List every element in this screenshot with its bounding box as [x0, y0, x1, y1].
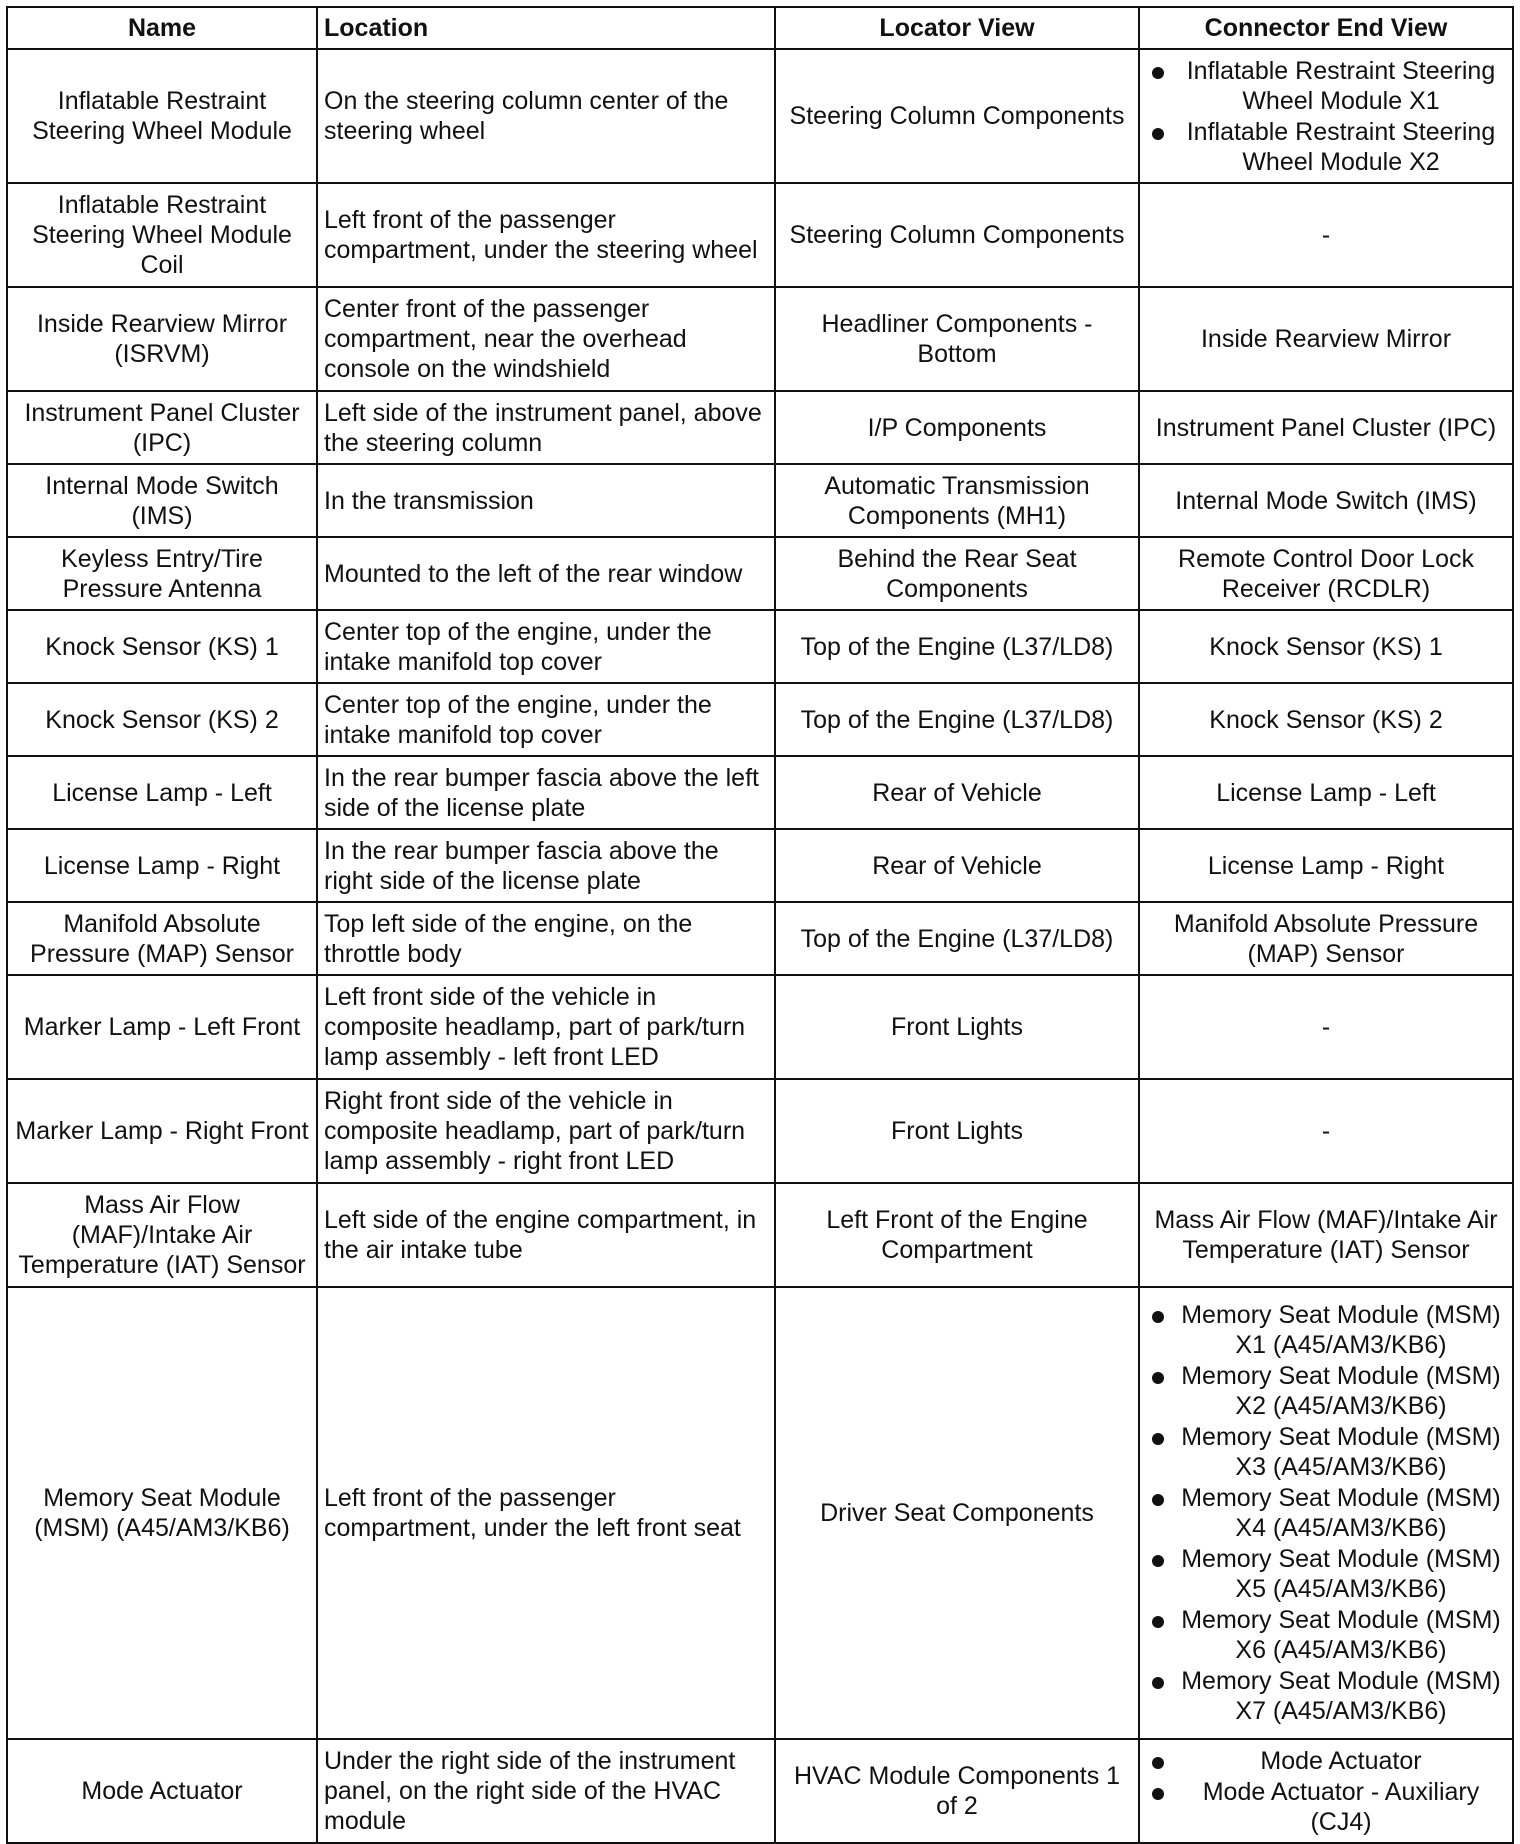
cell-locator-view: Rear of Vehicle — [775, 829, 1139, 902]
connector-list-item: Memory Seat Module (MSM) X6 (A45/AM3/KB6) — [1146, 1605, 1506, 1665]
cell-locator-view: I/P Components — [775, 391, 1139, 464]
cell-name: Knock Sensor (KS) 2 — [7, 683, 317, 756]
cell-connector-end-view — [1139, 1739, 1513, 1843]
cell-location: Left side of the engine compartment, in the air intake tube — [317, 1183, 775, 1287]
cell-location: In the rear bumper fascia above the right side of the license plate — [317, 829, 775, 902]
cell-location: Left front of the passenger compartment, under the steering wheel — [317, 183, 775, 287]
cell-connector-end-view: Inside Rearview Mirror — [1139, 287, 1513, 391]
table-row — [7, 49, 1513, 183]
connector-list-item: Mode Actuator — [1146, 1746, 1506, 1776]
connector-list-item: Memory Seat Module (MSM) X2 (A45/AM3/KB6) — [1146, 1361, 1506, 1421]
cell-locator-view: Steering Column Components — [775, 49, 1139, 183]
cell-location: Left side of the instrument panel, above the steering column — [317, 391, 775, 464]
cell-connector-end-view: Remote Control Door Lock Receiver (RCDLR) — [1139, 537, 1513, 610]
cell-location: Left front of the passenger compartment, under the left front seat — [317, 1287, 775, 1739]
cell-location: Center top of the engine, under the intake manifold top cover — [317, 683, 775, 756]
header-locator-view: Locator View — [775, 7, 1139, 49]
cell-locator-view: Top of the Engine (L37/LD8) — [775, 902, 1139, 975]
table-row — [7, 287, 1513, 391]
cell-name: Internal Mode Switch (IMS) — [7, 464, 317, 537]
cell-locator-view: Behind the Rear Seat Components — [775, 537, 1139, 610]
cell-name: Marker Lamp - Left Front — [7, 975, 317, 1079]
cell-connector-end-view: Knock Sensor (KS) 2 — [1139, 683, 1513, 756]
cell-name: Instrument Panel Cluster (IPC) — [7, 391, 317, 464]
cell-locator-view: Top of the Engine (L37/LD8) — [775, 610, 1139, 683]
cell-location: On the steering column center of the steering wheel — [317, 49, 775, 183]
cell-locator-view: Top of the Engine (L37/LD8) — [775, 683, 1139, 756]
cell-name: Manifold Absolute Pressure (MAP) Sensor — [7, 902, 317, 975]
cell-locator-view: Driver Seat Components — [775, 1287, 1139, 1739]
table-row — [7, 902, 1513, 975]
cell-locator-view: Headliner Components - Bottom — [775, 287, 1139, 391]
connector-list-item: Memory Seat Module (MSM) X5 (A45/AM3/KB6) — [1146, 1544, 1506, 1604]
table-row — [7, 975, 1513, 1079]
cell-connector-end-view: - — [1139, 1079, 1513, 1183]
cell-name: Mode Actuator — [7, 1739, 317, 1843]
table-header-row — [7, 7, 1513, 49]
cell-name: License Lamp - Left — [7, 756, 317, 829]
cell-name: Inside Rearview Mirror (ISRVM) — [7, 287, 317, 391]
cell-location: Center front of the passenger compartment, near the overhead console on the windshield — [317, 287, 775, 391]
cell-name: Inflatable Restraint Steering Wheel Module Coil — [7, 183, 317, 287]
cell-locator-view: Rear of Vehicle — [775, 756, 1139, 829]
component-locator-table — [6, 6, 1514, 1844]
connector-list-item: Mode Actuator - Auxiliary (CJ4) — [1146, 1777, 1506, 1837]
cell-location: Under the right side of the instrument panel, on the right side of the HVAC module — [317, 1739, 775, 1843]
connector-list-item: Inflatable Restraint Steering Wheel Module X2 — [1146, 117, 1506, 177]
cell-connector-end-view: License Lamp - Right — [1139, 829, 1513, 902]
cell-location: In the rear bumper fascia above the left side of the license plate — [317, 756, 775, 829]
cell-location: Top left side of the engine, on the throttle body — [317, 902, 775, 975]
table-row — [7, 183, 1513, 287]
cell-location: In the transmission — [317, 464, 775, 537]
cell-locator-view: Steering Column Components — [775, 183, 1139, 287]
connector-list-item: Inflatable Restraint Steering Wheel Module X1 — [1146, 56, 1506, 116]
table-row — [7, 1739, 1513, 1843]
cell-location: Right front side of the vehicle in composite headlamp, part of park/turn lamp assembly - right front LED — [317, 1079, 775, 1183]
cell-name: Mass Air Flow (MAF)/Intake Air Temperature (IAT) Sensor — [7, 1183, 317, 1287]
cell-name: Memory Seat Module (MSM) (A45/AM3/KB6) — [7, 1287, 317, 1739]
cell-connector-end-view: - — [1139, 975, 1513, 1079]
cell-connector-end-view: License Lamp - Left — [1139, 756, 1513, 829]
connector-list-item: Memory Seat Module (MSM) X7 (A45/AM3/KB6) — [1146, 1666, 1506, 1726]
cell-connector-end-view: Manifold Absolute Pressure (MAP) Sensor — [1139, 902, 1513, 975]
cell-location: Mounted to the left of the rear window — [317, 537, 775, 610]
cell-connector-end-view — [1139, 1287, 1513, 1739]
cell-connector-end-view: Instrument Panel Cluster (IPC) — [1139, 391, 1513, 464]
cell-connector-end-view: - — [1139, 183, 1513, 287]
table-row — [7, 1079, 1513, 1183]
table-row — [7, 610, 1513, 683]
table-row — [7, 537, 1513, 610]
connector-list — [1146, 1299, 1506, 1727]
connector-list — [1146, 56, 1506, 177]
cell-location: Center top of the engine, under the intake manifold top cover — [317, 610, 775, 683]
table-row — [7, 1183, 1513, 1287]
cell-name: Inflatable Restraint Steering Wheel Module — [7, 49, 317, 183]
cell-name: License Lamp - Right — [7, 829, 317, 902]
connector-list-item: Memory Seat Module (MSM) X1 (A45/AM3/KB6) — [1146, 1300, 1506, 1360]
table-row — [7, 464, 1513, 537]
cell-connector-end-view: Knock Sensor (KS) 1 — [1139, 610, 1513, 683]
table-row — [7, 756, 1513, 829]
table-row — [7, 1287, 1513, 1739]
connector-list — [1146, 1745, 1506, 1838]
cell-locator-view: Front Lights — [775, 975, 1139, 1079]
table-row — [7, 683, 1513, 756]
cell-connector-end-view — [1139, 49, 1513, 183]
connector-list-item: Memory Seat Module (MSM) X4 (A45/AM3/KB6) — [1146, 1483, 1506, 1543]
header-location: Location — [317, 7, 775, 49]
cell-locator-view: HVAC Module Components 1 of 2 — [775, 1739, 1139, 1843]
header-connector-end-view: Connector End View — [1139, 7, 1513, 49]
table-row — [7, 391, 1513, 464]
cell-location: Left front side of the vehicle in composite headlamp, part of park/turn lamp assembly - left front LED — [317, 975, 775, 1079]
cell-locator-view: Front Lights — [775, 1079, 1139, 1183]
header-name: Name — [7, 7, 317, 49]
cell-name: Marker Lamp - Right Front — [7, 1079, 317, 1183]
cell-name: Keyless Entry/Tire Pressure Antenna — [7, 537, 317, 610]
component-locator-table-wrap — [6, 6, 1512, 1844]
cell-locator-view: Automatic Transmission Components (MH1) — [775, 464, 1139, 537]
cell-locator-view: Left Front of the Engine Compartment — [775, 1183, 1139, 1287]
connector-list-item: Memory Seat Module (MSM) X3 (A45/AM3/KB6) — [1146, 1422, 1506, 1482]
cell-name: Knock Sensor (KS) 1 — [7, 610, 317, 683]
table-row — [7, 829, 1513, 902]
cell-connector-end-view: Internal Mode Switch (IMS) — [1139, 464, 1513, 537]
cell-connector-end-view: Mass Air Flow (MAF)/Intake Air Temperature (IAT) Sensor — [1139, 1183, 1513, 1287]
